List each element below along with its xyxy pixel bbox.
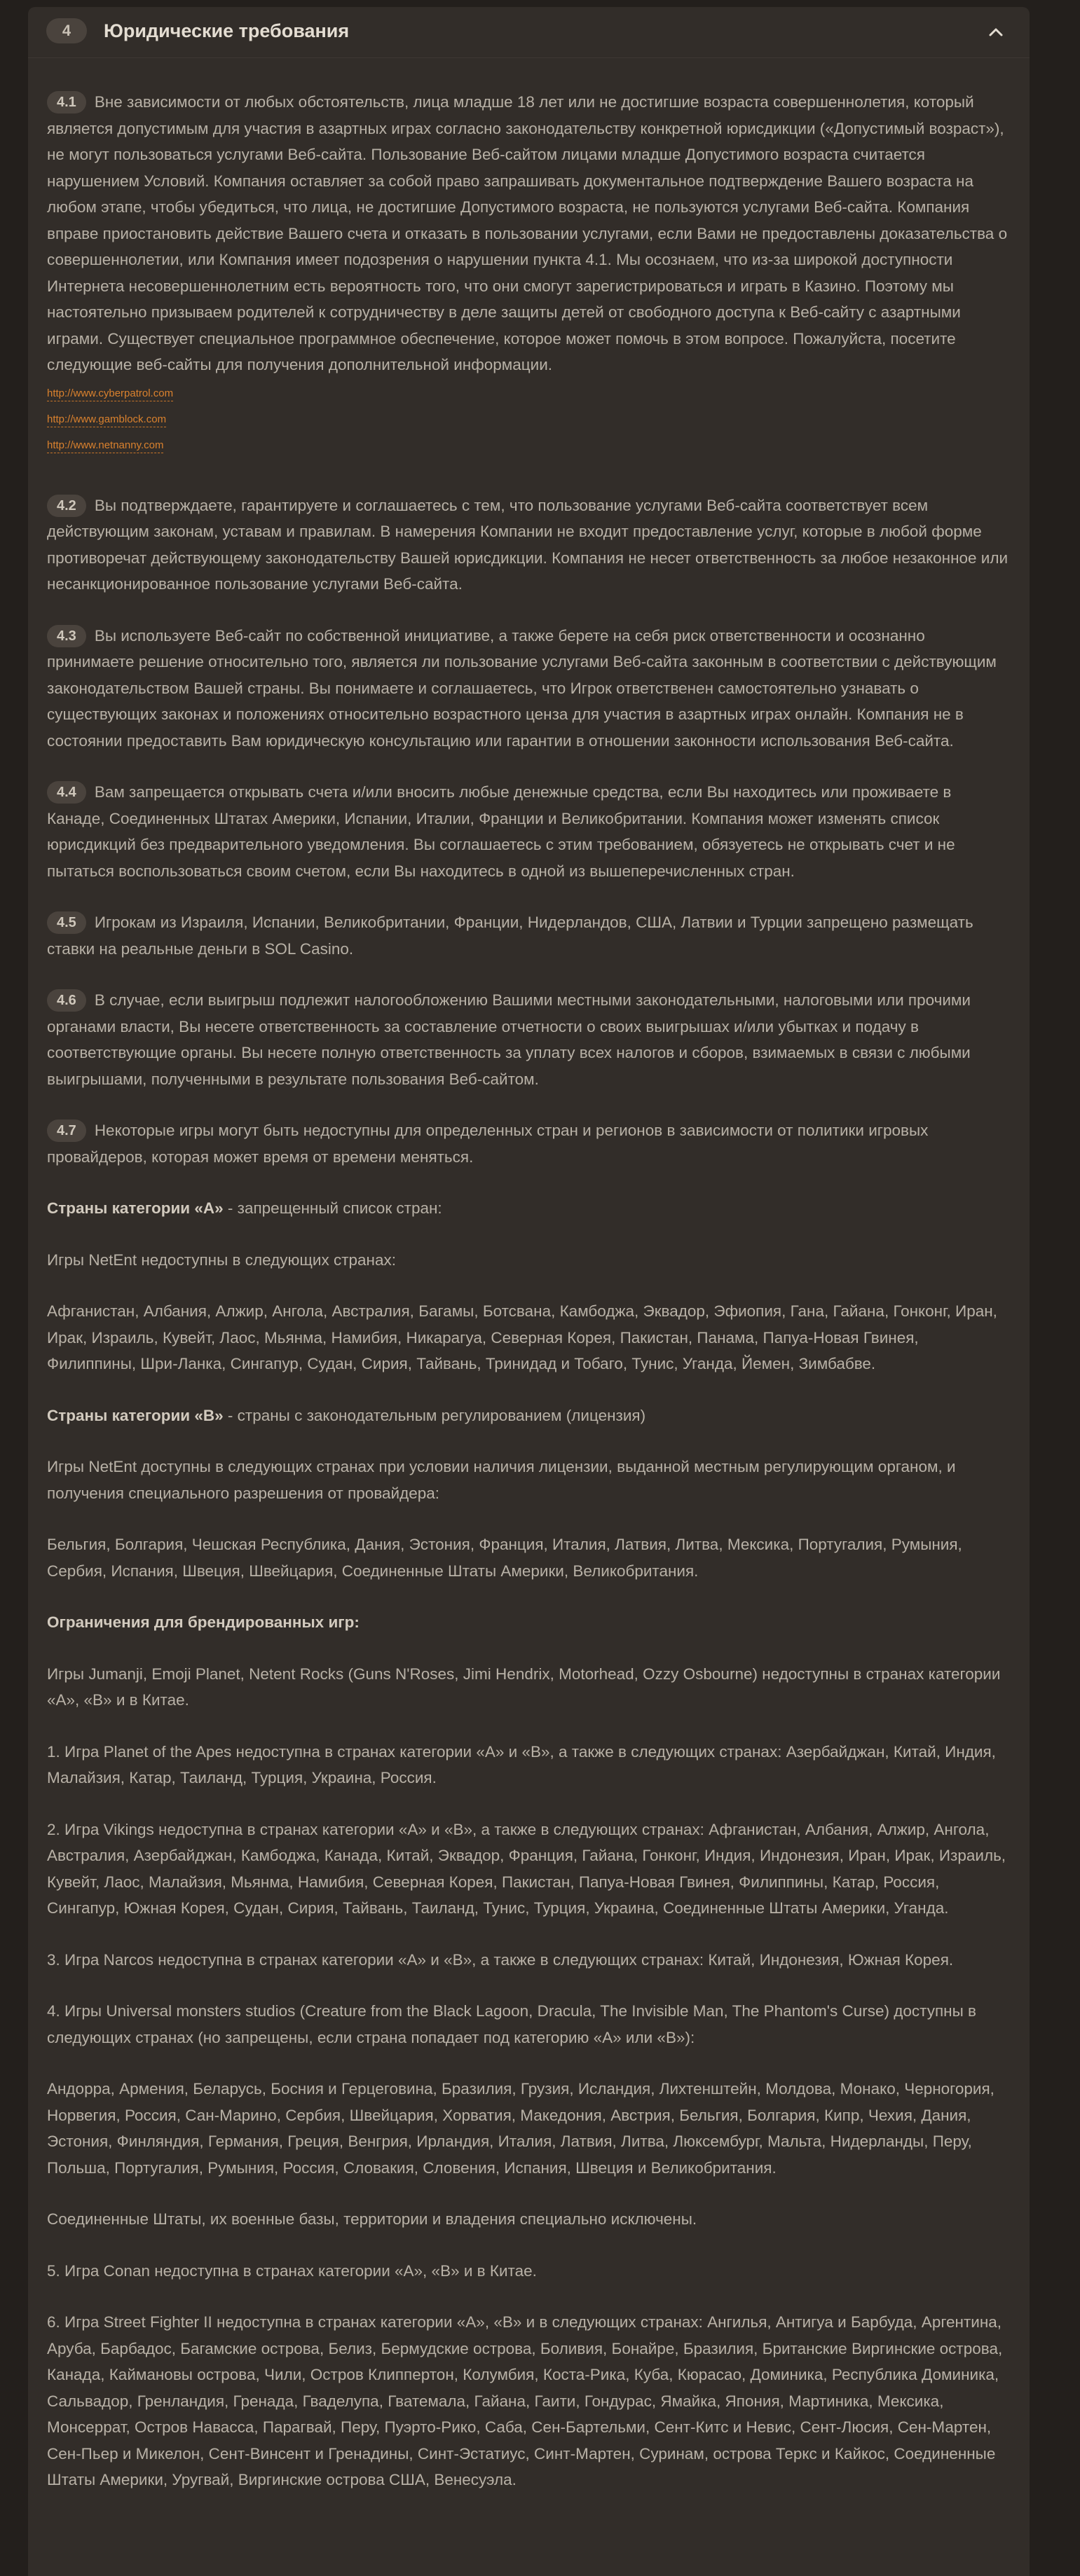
clause-4-5 [47,909,1009,962]
link-netnanny[interactable]: http://www.netnanny.com [47,439,163,453]
legal-requirements-section [28,7,1030,2576]
clause-text: Некоторые игры могут быть недоступны для определенных стран и регионов в зависимости от политики игровых провайдеров, которая может время от времени меняться. [47,1122,929,1166]
clause-4-3 [47,623,1009,755]
netent-available-text: Игры NetEnt доступны в следующих странах при условии наличия лицензии, выданной местным регулирующим органом, и получения специального разрешения от провайдера: [47,1458,956,1502]
clause-badge: 4.5 [47,911,86,934]
clause-badge: 4.7 [47,1120,86,1142]
branded-games-intro: Игры Jumanji, Emoji Planet, Netent Rocks (Guns N'Roses, Jimi Hendrix, Motorhead, Ozzy Osbourne) недоступны в странах категории «А», «В» и в Китае. [47,1665,1001,1709]
restriction-item-4: 4. Игры Universal monsters studios (Creature from the Black Lagoon, Dracula, The Invisible Man, The Phantom's Curse) доступны в следующих странах (но запрещены, если страна попадает под категорию «А» или «В»): [47,2002,976,2046]
link-gamblock[interactable]: http://www.gamblock.com [47,413,166,427]
parental-control-links [47,387,1009,453]
category-a-description: - запрещенный список стран: [223,1199,442,1217]
clause-text: Вы используете Веб-сайт по собственной инициативе, а также берете на себя риск ответственности и осознанно принимаете решение относительно того, является ли пользование услугами Веб-сайта законным в соответствии с действующим законодательством Вашей страны. Вы понимаете и соглашаетесь, что Игрок ответственен самостоятельно узнавать о существующих законах и положениях относительно возрастного ценза для участия в азартных играх онлайн. Компания не в состоянии предоставить Вам юридическую консультацию или гарантии в отношении законности использования Веб-сайта. [47,626,997,750]
category-b-country-list: Бельгия, Болгария, Чешская Республика, Дания, Эстония, Франция, Италия, Латвия, Литва, Мексика, Португалия, Румыния, Сербия, Испания, Швеция, Швейцария, Соединенные Штаты Америки, Великобритания. [47,1536,962,1580]
clause-badge: 4.3 [47,625,86,647]
section-content [28,58,1030,2493]
clause-text: Вы подтверждаете, гарантируете и соглашаетесь с тем, что пользование услугами Веб-сайта соответствует всем действующим законам, уставам и правилам. В намерения Компании не входит предоставление услуг, которые в любой форме противоречат действующему законодательству Вашей юрисдикции. Компания не несет ответственность за любое незаконное или несанкционированное пользование услугами Веб-сайта. [47,496,1009,593]
restriction-item-6: 6. Игра Street Fighter II недоступна в странах категории «А», «В» и в следующих странах: Ангилья, Антигуа и Барбуда, Аргентина, Аруба, Барбадос, Багамские острова, Белиз, Бермудские острова, Боливия, Бонайре, Бразилия, Британские Виргинские острова, Канада, Каймановы острова, Чили, Остров Клиппертон, Колумбия, Коста-Рика, Куба, Кюрасао, Доминика, Республика Доминика, Сальвадор, Гренландия, Гренада, Гваделупа, Гватемала, Гайана, Гаити, Гондурас, Ямайка, Япония, Мартиника, Мексика, Монсеррат, Остров Навасса, Парагвай, Перу, Пуэрто-Рико, Саба, Сен-Бартельми, Сент-Китс и Невис, Сент-Люсия, Сен-Мартен, Сен-Пьер и Микелон, Сент-Винсент и Гренадины, Синт-Эстатиус, Синт-Мартен, Суринам, острова Теркс и Кайкос, Соединенные Штаты Америки, Уругвай, Виргинские острова США, Венесуэла. [47,2313,1003,2488]
clause-text: В случае, если выигрыш подлежит налогообложению Вашими местными законодательными, налоговыми или прочими органами власти, Вы несете ответственность за составление отчетности о своих выигрышах и/или убытках и подачу в соответствующие органы. Вы несете полную ответственность за уплату всех налогов и сборов, взимаемых в связи с любыми выигрышами, полученными в результате пользования Веб-сайтом. [47,991,971,1088]
link-cyberpatrol[interactable]: http://www.cyberpatrol.com [47,387,173,401]
category-b-description: - страны с законодательным регулированием (лицензия) [223,1406,646,1424]
section-title: Юридические требования [104,20,350,41]
clause-badge: 4.1 [47,91,86,113]
category-b-heading [47,1403,1009,1429]
restriction-item-5: 5. Игра Conan недоступна в странах категории «А», «В» и в Китае. [47,2261,537,2280]
category-a-country-list: Афганистан, Албания, Алжир, Ангола, Австралия, Багамы, Ботсвана, Камбоджа, Эквадор, Эфиопия, Гана, Гайана, Гонконг, Иран, Ирак, Израиль, Кувейт, Лаос, Мьянма, Намибия, Никарагуа, Северная Корея, Пакистан, Панама, Папуа-Новая Гвинея, Филиппины, Шри-Ланка, Сингапур, Судан, Сирия, Тайвань, Тринидад и Тобаго, Тунис, Уганда, Йемен, Зимбабве. [47,1302,997,1372]
netent-unavailable-text: Игры NetEnt недоступны в следующих странах: [47,1251,396,1269]
restriction-item-4-exclusion: Соединенные Штаты, их военные базы, территории и владения специально исключены. [47,2210,697,2228]
restriction-item-2: 2. Игра Vikings недоступна в странах категории «А» и «В», а также в следующих странах: Афганистан, Албания, Алжир, Ангола, Австралия, Азербайджан, Камбоджа, Канада, Китай, Эквадор, Франция, Гайана, Гонконг, Индия, Индонезия, Иран, Ирак, Израиль, Кувейт, Лаос, Малайзия, Мьянма, Намибия, Северная Корея, Пакистан, Папуа-Новая Гвинея, Филиппины, Катар, Россия, Сингапур, Южная Корея, Судан, Сирия, Тайвань, Таиланд, Тунис, Турция, Украина, Соединенные Штаты Америки, Уганда. [47,1820,1006,1917]
branded-games-heading [47,1609,1009,1636]
clause-4-2 [47,493,1009,598]
section-header[interactable] [28,7,1030,58]
restriction-item-4-country-list: Андорра, Армения, Беларусь, Босния и Герцеговина, Бразилия, Грузия, Исландия, Лихтенштейн, Молдова, Монако, Черногория, Норвегия, Россия, Сан-Марино, Сербия, Швейцария, Хорватия, Македония, Австрия, Бельгия, Болгария, Кипр, Чехия, Дания, Эстония, Финляндия, Германия, Греция, Венгрия, Ирландия, Италия, Латвия, Литва, Люксембург, Мальта, Нидерланды, Перу, Польша, Португалия, Румыния, Россия, Словакия, Словения, Испания, Швеция и Великобритания. [47,2080,994,2177]
clause-4-7 [47,1117,1009,1170]
clause-badge: 4.4 [47,781,86,804]
restriction-item-1: 1. Игра Planet of the Apes недоступна в странах категории «А» и «В», а также в следующих странах: Азербайджан, Китай, Индия, Малайзия, Катар, Таиланд, Турция, Украина, Россия. [47,1742,996,1786]
clause-text: Вне зависимости от любых обстоятельств, лица младше 18 лет или не достигшие возраста совершеннолетия, который является допустимым для участия в азартных играх согласно законодательству конкретной юрисдикции («Допустимый возраст»), не могут пользоваться услугами Веб-сайта. Пользование Веб-сайтом лицами младше Допустимого возраста считается нарушением Условий. Компания оставляет за собой право запрашивать документальное подтверждение Вашего возраста на любом этапе, чтобы убедиться, что лица, не достигшие Допустимого возраста, не пользуются услугами Веб-сайта. Компания вправе приостановить действие Вашего счета и отказать в пользовании услугами, если Вами не предоставлены доказательства о совершеннолетии, или Компания имеет подозрения о нарушении пункта 4.1. Мы осознаем, что из-за широкой доступности Интернета несовершеннолетним есть вероятность того, что они смогут зарегистрироваться и играть в Казино. Поэтому мы настоятельно призываем родителей к сотрудничеству в деле защиты детей от свободного доступа к Веб-сайту с азартными играми. Существует специальное программное обеспечение, которое может помочь в этом вопросе. Пожалуйста, посетите следующие веб-сайты для получения дополнительной информации. [47,93,1008,373]
category-a-label: Страны категории «А» [47,1199,224,1217]
branded-games-label: Ограничения для брендированных игр: [47,1613,360,1631]
category-a-heading [47,1195,1009,1222]
restriction-item-3: 3. Игра Narcos недоступна в странах категории «А» и «В», а также в следующих странах: Китай, Индонезия, Южная Корея. [47,1950,954,1969]
clause-badge: 4.2 [47,495,86,517]
clause-text: Игрокам из Израиля, Испании, Великобритании, Франции, Нидерландов, США, Латвии и Турции запрещено размещать ставки на реальные деньги в SOL Casino. [47,914,973,958]
clause-4-4 [47,779,1009,884]
clause-badge: 4.6 [47,989,86,1012]
clause-text: Вам запрещается открывать счета и/или вносить любые денежные средства, если Вы находитесь или проживаете в Канаде, Соединенных Штатах Америки, Испании, Италии, Франции и Великобритании. Компания может изменять список юрисдикций без предварительного уведомления. Вы соглашаетесь с этим требованием, обязуетесь не открывать счет и не пытаться воспользоваться своим счетом, если Вы находитесь в одной из вышеперечисленных стран. [47,783,955,880]
section-number-badge: 4 [46,18,87,43]
clause-4-1 [47,89,1009,378]
clause-4-6 [47,987,1009,1092]
chevron-up-icon[interactable] [986,22,1006,42]
category-b-label: Страны категории «В» [47,1406,224,1424]
